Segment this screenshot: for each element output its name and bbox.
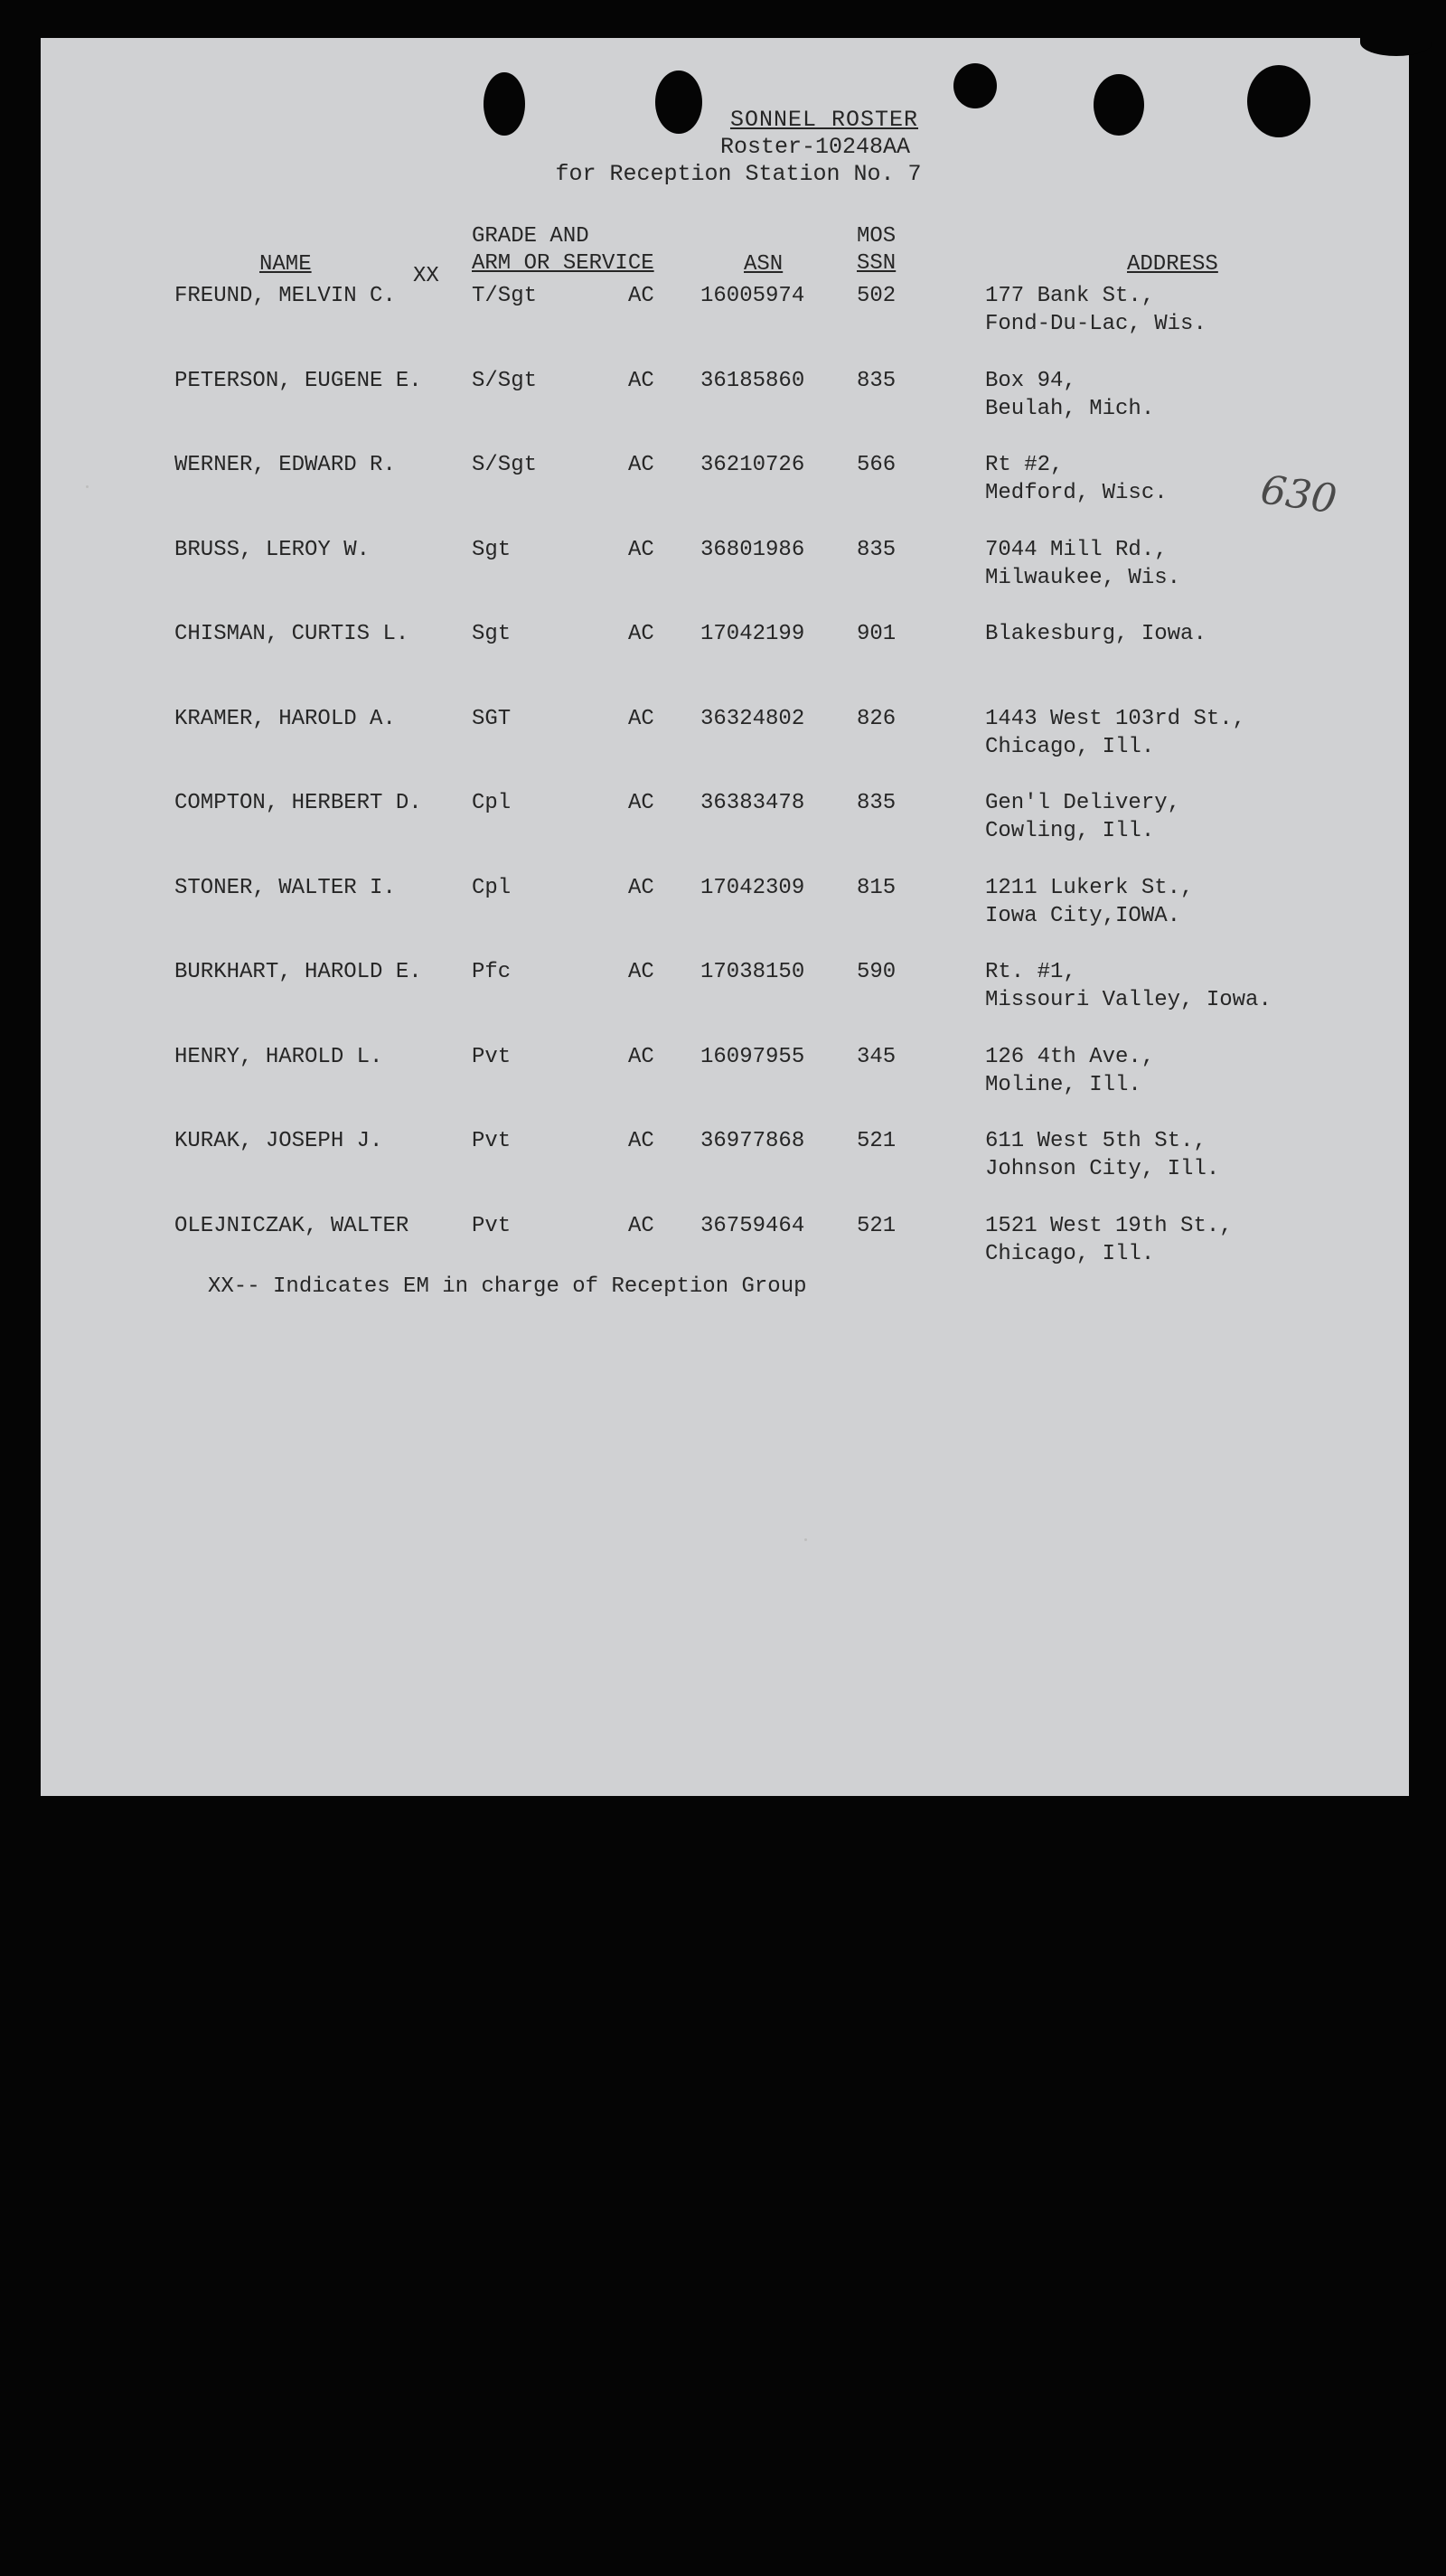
grade: Pvt (472, 1213, 512, 1238)
in-charge-marker: XX (413, 264, 439, 288)
soldier-name: KRAMER, HAROLD A. (174, 706, 396, 731)
roster-title: SONNEL ROSTER (729, 107, 919, 133)
table-row (41, 367, 1409, 421)
arm-of-service: AC (628, 875, 654, 900)
arm-of-service: AC (628, 368, 654, 393)
table-row (41, 1212, 1409, 1266)
soldier-name: BRUSS, LEROY W. (174, 537, 371, 562)
address-line1: 7044 Mill Rd., (985, 537, 1168, 562)
table-row (41, 874, 1409, 928)
roster-page (41, 38, 1409, 1796)
table-row (41, 536, 1409, 590)
address (985, 282, 1207, 338)
grade: S/Sgt (472, 453, 538, 477)
roster-header (41, 107, 1409, 188)
asn-number: 36324802 (700, 706, 805, 731)
address-line2: Cowling, Ill. (985, 819, 1155, 843)
address-line2: Johnson City, Ill. (985, 1157, 1220, 1181)
mos-ssn: 502 (857, 284, 897, 308)
address-line1: Gen'l Delivery, (985, 791, 1181, 815)
table-row (41, 705, 1409, 759)
arm-of-service: AC (628, 284, 654, 308)
col-header-grade-line2: ARM OR SERVICE (472, 251, 654, 276)
address (985, 1212, 1233, 1268)
soldier-name: COMPTON, HERBERT D. (174, 791, 422, 815)
grade: T/Sgt (472, 284, 538, 308)
soldier-name: BURKHART, HAROLD E. (174, 960, 422, 984)
address (985, 367, 1154, 423)
col-header-name: NAME (259, 252, 312, 277)
mos-ssn: 826 (857, 706, 897, 731)
mos-ssn: 835 (857, 537, 897, 562)
mos-ssn: 901 (857, 622, 897, 646)
address (985, 620, 1207, 648)
address-line1: Rt #2, (985, 453, 1064, 477)
asn-number: 36801986 (700, 537, 805, 562)
table-row (41, 282, 1409, 336)
grade: Sgt (472, 622, 512, 646)
col-header-mos-line2: SSN (857, 251, 897, 276)
soldier-name: CHISMAN, CURTIS L. (174, 622, 409, 646)
page-number-stamp: 630 (1257, 466, 1340, 523)
roster-number: Roster-10248AA (719, 134, 911, 160)
soldier-name: KURAK, JOSEPH J. (174, 1129, 383, 1153)
col-header-grade-line1: GRADE AND (472, 224, 589, 249)
grade: Cpl (472, 791, 512, 815)
asn-number: 36185860 (700, 368, 805, 393)
torn-corner (1360, 29, 1432, 56)
soldier-name: PETERSON, EUGENE E. (174, 368, 422, 393)
arm-of-service: AC (628, 453, 654, 477)
paper-speck (86, 485, 89, 488)
table-row (41, 620, 1409, 674)
mos-ssn: 835 (857, 791, 897, 815)
asn-number: 16005974 (700, 284, 805, 308)
table-row (41, 1127, 1409, 1181)
mos-ssn: 566 (857, 453, 897, 477)
table-row (41, 1043, 1409, 1097)
mos-ssn: 590 (857, 960, 897, 984)
grade: Pfc (472, 960, 512, 984)
grade: Cpl (472, 875, 512, 900)
punch-hole (953, 63, 997, 108)
address-line1: 611 West 5th St., (985, 1129, 1207, 1153)
address-line2: Medford, Wisc. (985, 481, 1168, 505)
address-line2: Chicago, Ill. (985, 1241, 1155, 1266)
address (985, 874, 1193, 930)
paper-speck (804, 1538, 807, 1541)
asn-number: 36759464 (700, 1213, 805, 1238)
address-line2: Fond-Du-Lac, Wis. (985, 312, 1207, 336)
arm-of-service: AC (628, 706, 654, 731)
col-header-mos (857, 223, 896, 277)
address-line1: Blakesburg, Iowa. (985, 622, 1207, 646)
soldier-name: FREUND, MELVIN C. (174, 284, 396, 308)
address-line2: Chicago, Ill. (985, 734, 1155, 759)
soldier-name: HENRY, HAROLD L. (174, 1044, 383, 1069)
asn-number: 17038150 (700, 960, 805, 984)
soldier-name: STONER, WALTER I. (174, 875, 396, 900)
address (985, 705, 1245, 761)
asn-number: 17042309 (700, 875, 805, 900)
arm-of-service: AC (628, 1213, 654, 1238)
address-line1: 177 Bank St., (985, 284, 1155, 308)
grade: S/Sgt (472, 368, 538, 393)
table-row (41, 451, 1409, 505)
asn-number: 36210726 (700, 453, 805, 477)
asn-number: 17042199 (700, 622, 805, 646)
footnote: XX-- Indicates EM in charge of Reception Group (208, 1274, 807, 1299)
table-row (41, 789, 1409, 843)
arm-of-service: AC (628, 1044, 654, 1069)
address-line1: Box 94, (985, 368, 1076, 393)
soldier-name: OLEJNICZAK, WALTER (174, 1213, 409, 1238)
address-line2: Beulah, Mich. (985, 396, 1155, 421)
col-header-grade (472, 223, 654, 277)
mos-ssn: 345 (857, 1044, 897, 1069)
table-row (41, 958, 1409, 1012)
address (985, 1127, 1219, 1183)
mos-ssn: 835 (857, 368, 897, 393)
address-line2: Moline, Ill. (985, 1072, 1141, 1097)
address-line1: 1211 Lukerk St., (985, 875, 1194, 900)
mos-ssn: 521 (857, 1129, 897, 1153)
address-line2: Milwaukee, Wis. (985, 565, 1181, 590)
arm-of-service: AC (628, 537, 654, 562)
grade: Pvt (472, 1129, 512, 1153)
arm-of-service: AC (628, 622, 654, 646)
address (985, 536, 1180, 592)
address-line1: Rt. #1, (985, 960, 1076, 984)
grade: SGT (472, 706, 512, 731)
arm-of-service: AC (628, 791, 654, 815)
col-header-asn: ASN (744, 252, 784, 277)
mos-ssn: 521 (857, 1213, 897, 1238)
asn-number: 36383478 (700, 791, 805, 815)
address (985, 958, 1272, 1014)
address (985, 1043, 1154, 1099)
arm-of-service: AC (628, 960, 654, 984)
address-line2: Missouri Valley, Iowa. (985, 988, 1272, 1012)
mos-ssn: 815 (857, 875, 897, 900)
asn-number: 16097955 (700, 1044, 805, 1069)
address (985, 789, 1180, 845)
address-line1: 1443 West 103rd St., (985, 706, 1246, 731)
grade: Pvt (472, 1044, 512, 1069)
address-line1: 126 4th Ave., (985, 1044, 1155, 1069)
asn-number: 36977868 (700, 1129, 805, 1153)
soldier-name: WERNER, EDWARD R. (174, 453, 396, 477)
grade: Sgt (472, 537, 512, 562)
col-header-mos-line1: MOS (857, 224, 897, 249)
station-line: for Reception Station No. 7 (555, 161, 922, 187)
arm-of-service: AC (628, 1129, 654, 1153)
address-line1: 1521 West 19th St., (985, 1213, 1233, 1238)
address-line2: Iowa City,IOWA. (985, 903, 1181, 928)
address (985, 451, 1168, 507)
col-header-address: ADDRESS (1127, 252, 1218, 277)
